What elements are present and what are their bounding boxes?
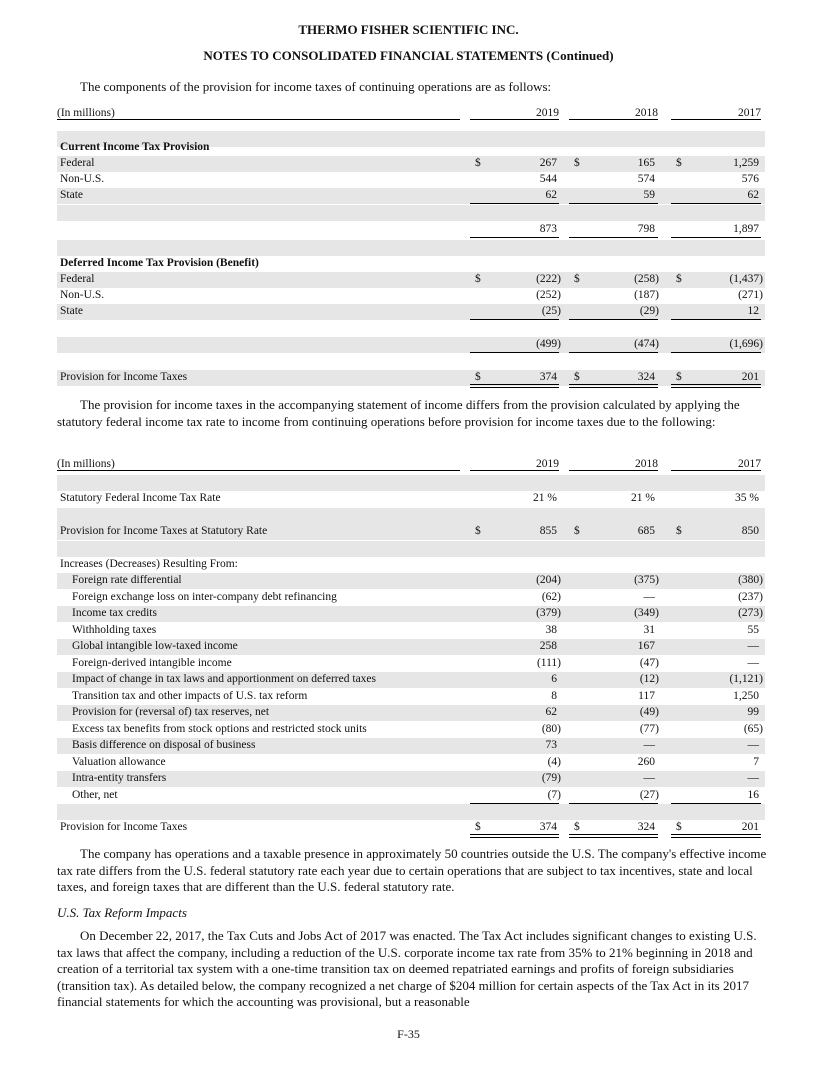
row-value: 544 bbox=[539, 173, 557, 185]
row-value: (258) bbox=[634, 273, 659, 285]
dollar-sign: $ bbox=[475, 371, 481, 383]
paragraph-tax-reform: On December 22, 2017, the Tax Cuts and Jobs Act of 2017 was enacted. The Tax Act includes significant changes to existing U.S. tax laws that affect the company, including a reduction of the U.S. corporate income tax rate from 35% to 21% beginning in 2018 and creation of a territorial tax system with a one-time transition tax on deemed repatriated earnings and profits of foreign subsidiaries (transition tax). As detailed below, the company recognized a net charge of $204 million for certain aspects of the Tax Act in its 2017 financial statements for which the accounting was provisional, but a reasonable bbox=[57, 928, 757, 1009]
intro-paragraph-2: The provision for income taxes in the accompanying statement of income differs from the provision calculated by applying the statutory federal income tax rate to income from continuing operations before provision for income taxes due to the following: bbox=[57, 397, 740, 429]
table-row bbox=[57, 771, 765, 787]
row-value: 260 bbox=[637, 755, 655, 768]
underline bbox=[569, 319, 658, 320]
table-row bbox=[57, 590, 765, 606]
double-underline bbox=[470, 834, 559, 838]
underline bbox=[569, 237, 658, 238]
row-value: 99 bbox=[747, 706, 759, 718]
total-row bbox=[57, 370, 765, 386]
year-header: 2018 bbox=[569, 107, 658, 120]
row-label: Excess tax benefits from stock options and restricted stock units bbox=[72, 722, 367, 735]
double-underline bbox=[569, 384, 658, 388]
dollar-sign: $ bbox=[676, 157, 682, 169]
row-value: 35 % bbox=[735, 492, 759, 504]
table-row bbox=[57, 689, 765, 705]
dollar-sign: $ bbox=[676, 273, 682, 285]
row-value: (27) bbox=[639, 788, 659, 801]
paragraph-operations: The company has operations and a taxable presence in approximately 50 countries outside the U.S. The company's effective income tax rate differs from the U.S. federal statutory rate each year due to certain operations that are subject to tax incentives, state and local taxes, and foreign taxes that are different than the U.S. federal statutory rate. bbox=[57, 846, 767, 894]
table-row bbox=[57, 156, 765, 172]
row-value: 576 bbox=[741, 173, 759, 185]
row-value: (237) bbox=[738, 590, 763, 603]
row-value: 6 bbox=[551, 673, 557, 685]
row-value: 574 bbox=[637, 173, 655, 185]
row-value: 850 bbox=[741, 525, 759, 537]
unit-label: (In millions) bbox=[57, 107, 460, 120]
row-label: Non-U.S. bbox=[60, 173, 105, 185]
table-row bbox=[57, 475, 765, 491]
table-header bbox=[57, 107, 765, 121]
row-value: (29) bbox=[639, 305, 659, 317]
row-value: — bbox=[643, 772, 655, 784]
row-value: 165 bbox=[637, 157, 655, 169]
dollar-sign: $ bbox=[475, 273, 481, 285]
row-value: 324 bbox=[637, 371, 655, 383]
row-label: Provision for (reversal of) tax reserves, net bbox=[72, 706, 270, 718]
row-label: Foreign exchange loss on inter-company debt refinancing bbox=[72, 590, 337, 603]
row-value: 1,259 bbox=[733, 157, 759, 169]
row-value: 12 bbox=[747, 305, 759, 317]
table-row bbox=[57, 240, 765, 256]
row-value: 873 bbox=[539, 223, 557, 235]
double-underline bbox=[569, 834, 658, 838]
table-row bbox=[57, 738, 765, 754]
row-value: — bbox=[643, 739, 655, 751]
table-header bbox=[57, 458, 765, 472]
underline bbox=[470, 352, 559, 353]
section-title bbox=[57, 140, 765, 156]
row-label: Income tax credits bbox=[72, 607, 157, 619]
row-value: (47) bbox=[639, 656, 659, 669]
row-value: 62 bbox=[747, 189, 759, 201]
row-value: 21 % bbox=[533, 492, 557, 504]
section-title bbox=[57, 256, 765, 272]
row-label: Intra-entity transfers bbox=[72, 772, 167, 784]
row-label: Non-U.S. bbox=[60, 289, 105, 301]
underline bbox=[671, 203, 761, 204]
underline bbox=[671, 237, 761, 238]
table-row bbox=[57, 573, 765, 589]
dollar-sign: $ bbox=[475, 821, 481, 833]
table-row bbox=[57, 288, 765, 304]
row-value: 38 bbox=[545, 623, 557, 636]
underline bbox=[671, 319, 761, 320]
double-underline bbox=[671, 384, 761, 388]
row-value: (12) bbox=[639, 673, 659, 685]
company-name: THERMO FISHER SCIENTIFIC INC. bbox=[298, 22, 519, 37]
underline bbox=[671, 352, 761, 353]
row-label: Current Income Tax Provision bbox=[60, 141, 210, 153]
table-row bbox=[57, 172, 765, 188]
row-value: — bbox=[643, 590, 655, 603]
row-label: Federal bbox=[60, 157, 95, 169]
row-value: 1,897 bbox=[733, 223, 759, 235]
row-value: (252) bbox=[536, 289, 561, 301]
row-value: 62 bbox=[545, 706, 557, 718]
row-value: 267 bbox=[539, 157, 557, 169]
row-value: 201 bbox=[741, 821, 759, 833]
row-value: (65) bbox=[743, 722, 763, 735]
row-value: — bbox=[747, 656, 759, 669]
row-value: 1,250 bbox=[733, 689, 759, 702]
row-value: 685 bbox=[637, 525, 655, 537]
row-label: Foreign rate differential bbox=[72, 574, 182, 586]
row-value: (1,696) bbox=[729, 338, 763, 350]
row-value: (375) bbox=[634, 574, 659, 586]
row-value: (187) bbox=[634, 289, 659, 301]
row-value: 258 bbox=[539, 640, 557, 652]
row-value: 374 bbox=[539, 371, 557, 383]
row-value: — bbox=[747, 640, 759, 652]
row-value: (7) bbox=[547, 788, 561, 801]
table-row bbox=[57, 541, 765, 557]
double-underline bbox=[470, 384, 559, 388]
dollar-sign: $ bbox=[475, 157, 481, 169]
row-value: 73 bbox=[545, 739, 557, 751]
row-label: Increases (Decreases) Resulting From: bbox=[60, 558, 238, 570]
row-label: Statutory Federal Income Tax Rate bbox=[60, 492, 221, 504]
row-value: 201 bbox=[741, 371, 759, 383]
row-value: 8 bbox=[551, 689, 557, 702]
year-header: 2017 bbox=[671, 458, 761, 471]
section-heading-tax-reform: U.S. Tax Reform Impacts bbox=[57, 905, 187, 920]
row-value: 31 bbox=[643, 623, 655, 636]
table-row bbox=[57, 606, 765, 622]
row-value: 16 bbox=[747, 788, 759, 801]
row-value: (222) bbox=[536, 273, 561, 285]
dollar-sign: $ bbox=[574, 157, 580, 169]
row-label: Provision for Income Taxes bbox=[60, 371, 188, 383]
row-value: (25) bbox=[541, 305, 561, 317]
row-value: 798 bbox=[637, 223, 655, 235]
table-row bbox=[57, 639, 765, 655]
underline bbox=[569, 352, 658, 353]
dollar-sign: $ bbox=[574, 821, 580, 833]
table-row bbox=[57, 623, 765, 639]
row-value: 855 bbox=[539, 525, 557, 537]
row-value: (379) bbox=[536, 607, 561, 619]
dollar-sign: $ bbox=[574, 525, 580, 537]
row-value: 117 bbox=[638, 689, 655, 702]
row-label: Basis difference on disposal of business bbox=[72, 739, 256, 751]
row-value: (62) bbox=[541, 590, 561, 603]
dollar-sign: $ bbox=[475, 525, 481, 537]
subtotal-row bbox=[57, 222, 765, 238]
table-row bbox=[57, 705, 765, 721]
row-value: 324 bbox=[637, 821, 655, 833]
rate-row bbox=[57, 491, 765, 507]
table-row bbox=[57, 272, 765, 288]
row-label: Provision for Income Taxes bbox=[60, 821, 188, 833]
row-value: (349) bbox=[634, 607, 659, 619]
dollar-sign: $ bbox=[676, 371, 682, 383]
dollar-sign: $ bbox=[676, 525, 682, 537]
row-value: 21 % bbox=[631, 492, 655, 504]
underline bbox=[470, 203, 559, 204]
row-label: State bbox=[60, 189, 83, 201]
row-value: (79) bbox=[541, 772, 561, 784]
table-row bbox=[57, 188, 765, 204]
row-label: Provision for Income Taxes at Statutory Rate bbox=[60, 525, 268, 537]
row-value: 374 bbox=[539, 821, 557, 833]
row-value: 62 bbox=[545, 189, 557, 201]
year-header: 2017 bbox=[671, 107, 761, 120]
row-value: — bbox=[747, 739, 759, 751]
row-value: (474) bbox=[634, 338, 659, 350]
row-value: (1,121) bbox=[729, 673, 763, 685]
row-label: Other, net bbox=[72, 788, 118, 801]
dollar-sign: $ bbox=[574, 273, 580, 285]
row-label: Valuation allowance bbox=[72, 755, 166, 768]
dollar-sign: $ bbox=[574, 371, 580, 383]
table-row bbox=[57, 722, 765, 738]
table-row bbox=[57, 205, 765, 221]
section-title bbox=[57, 557, 765, 573]
page-number: F-35 bbox=[397, 1027, 420, 1041]
row-label: Deferred Income Tax Provision (Benefit) bbox=[60, 257, 259, 269]
row-value: — bbox=[747, 772, 759, 784]
row-label: Global intangible low-taxed income bbox=[72, 640, 238, 652]
row-label: State bbox=[60, 305, 83, 317]
row-value: (499) bbox=[536, 338, 561, 350]
row-value: 59 bbox=[643, 189, 655, 201]
row-label: Federal bbox=[60, 273, 95, 285]
double-underline bbox=[671, 834, 761, 838]
table-row bbox=[57, 755, 765, 771]
intro-paragraph-1: The components of the provision for income taxes of continuing operations are as follows: bbox=[80, 79, 552, 94]
row-value: 167 bbox=[637, 640, 655, 652]
statutory-row bbox=[57, 524, 765, 540]
row-value: (77) bbox=[639, 722, 659, 735]
row-value: (49) bbox=[639, 706, 659, 718]
table-row bbox=[57, 508, 765, 524]
row-value: (204) bbox=[536, 574, 561, 586]
table-row bbox=[57, 788, 765, 804]
year-header: 2018 bbox=[569, 458, 658, 471]
table-row bbox=[57, 672, 765, 688]
row-value: (380) bbox=[738, 574, 763, 586]
row-value: 7 bbox=[753, 755, 759, 768]
row-value: 55 bbox=[747, 623, 759, 636]
table-row bbox=[57, 656, 765, 672]
row-label: Impact of change in tax laws and apportionment on deferred taxes bbox=[72, 673, 376, 685]
subtotal-row bbox=[57, 337, 765, 353]
row-label: Transition tax and other impacts of U.S. tax reform bbox=[72, 689, 308, 702]
underline bbox=[569, 203, 658, 204]
row-value: (80) bbox=[541, 722, 561, 735]
table-row bbox=[57, 304, 765, 320]
row-label: Withholding taxes bbox=[72, 623, 157, 636]
year-header: 2019 bbox=[470, 458, 559, 471]
underline bbox=[470, 319, 559, 320]
page-subtitle: NOTES TO CONSOLIDATED FINANCIAL STATEMENTS (Continued) bbox=[203, 48, 614, 63]
total-row bbox=[57, 820, 765, 836]
dollar-sign: $ bbox=[676, 821, 682, 833]
row-value: (271) bbox=[738, 289, 763, 301]
row-label: Foreign-derived intangible income bbox=[72, 656, 232, 669]
unit-label: (In millions) bbox=[57, 458, 460, 471]
row-value: (4) bbox=[547, 755, 561, 768]
row-value: (111) bbox=[536, 656, 561, 669]
row-value: (273) bbox=[738, 607, 763, 619]
underline bbox=[470, 237, 559, 238]
year-header: 2019 bbox=[470, 107, 559, 120]
table-row bbox=[57, 804, 765, 820]
row-value: (1,437) bbox=[729, 273, 763, 285]
